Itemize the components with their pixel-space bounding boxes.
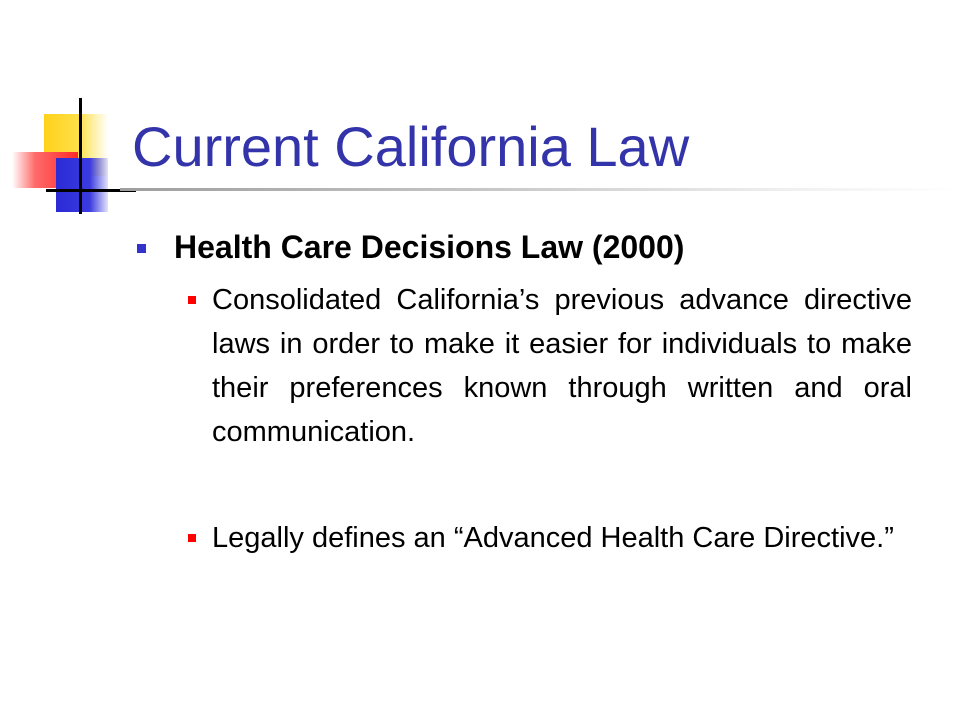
slide-title: Current California Law	[132, 115, 690, 178]
sub-bullet-text: Legally defines an “Advanced Health Care Directive.”	[212, 522, 894, 554]
bullet-text: Health Care Decisions Law (2000)	[174, 229, 685, 265]
square-bullet-icon	[137, 244, 146, 253]
vertical-line	[79, 98, 82, 214]
sub-bullet-text: Consolidated California’s previous advance directive laws in order to make it easier for individuals to make their preferences known through written and oral communication.	[212, 284, 912, 448]
title-divider	[120, 188, 960, 191]
square-bullet-icon	[188, 296, 196, 304]
blue-square	[56, 158, 108, 212]
square-bullet-icon	[188, 534, 196, 542]
decorative-logo	[0, 0, 140, 230]
